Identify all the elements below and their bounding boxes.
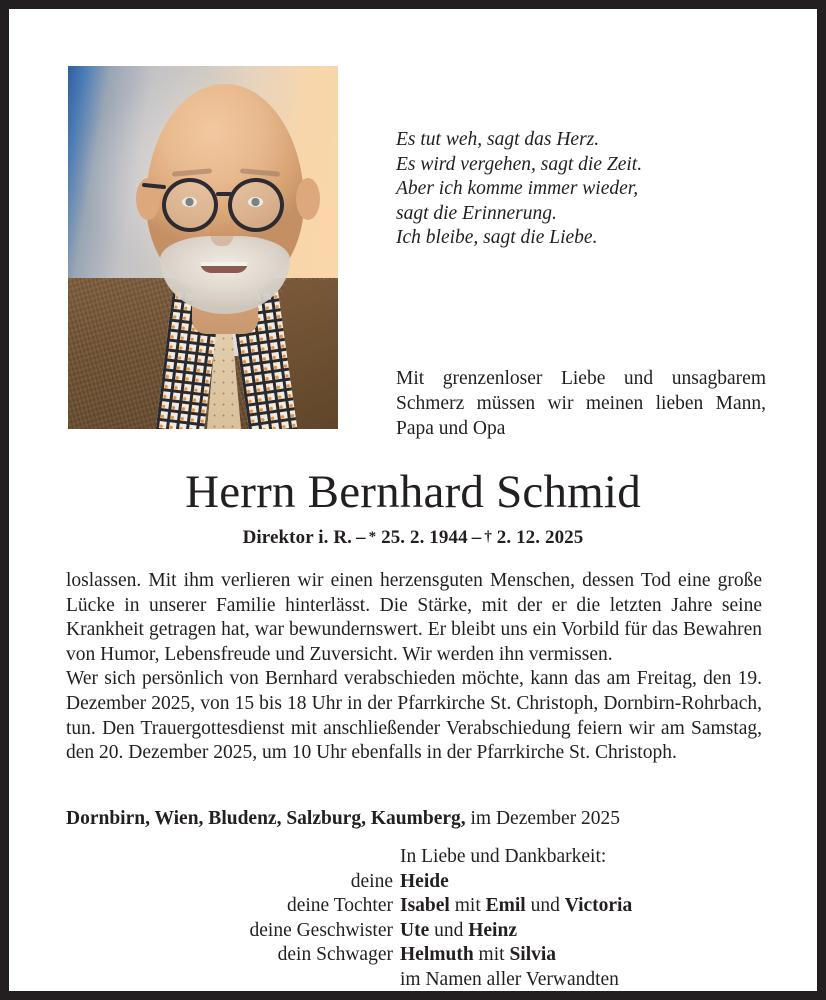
family-heading-row [66,845,766,870]
notice-date: im Dezember 2025 [465,808,620,829]
family-member-name: Ute [400,919,430,941]
family-relation: deine [350,870,393,892]
family-member-name: Helmuth [400,944,474,966]
family-member-name: Heinz [468,919,517,941]
family-conjunction: mit [473,944,510,966]
poem-line: Es wird vergehen, sagt die Zeit. [396,153,643,175]
family-heading: In Liebe und Dankbarkeit: [400,846,607,867]
obituary-page [9,9,817,991]
dates-separator-second: – [471,527,482,548]
family-footer: im Namen aller Verwandten [400,968,619,990]
places-list: Dornbirn, Wien, Bludenz, Salzburg, Kaumberg, [66,808,466,829]
poem-line: sagt die Erinnerung. [396,202,557,224]
poem-line: Es tut weh, sagt das Herz. [396,129,600,150]
family-row [66,919,766,944]
places-and-date [66,806,766,831]
body-paragraph: Wer sich persönlich von Bernhard verabschieden möchte, kann das am Freitag, den 19. Dezember 2025, von 15 bis 18 Uhr in der Pfarrkirche St. Christoph, Dornbirn-Rohrbach, tun. Den Trauergottesdienst mit anschließender Verabschiedung feiern wir am Samstag, den 20. Dezember 2025, um 10 Uhr ebenfalls in der Pfarrkirche St. Christoph. [66,668,762,764]
death-cross-icon: † [484,529,492,545]
death-date: 2. 12. 2025 [496,527,584,548]
family-names [400,894,766,919]
family-member-name: Emil [485,895,526,917]
portrait-photo [68,66,338,429]
family-heading-spacer [66,845,400,870]
deceased-title: Direktor i. R. [242,527,353,548]
family-relation: dein Schwager [277,944,393,966]
family-relation: deine Tochter [286,895,393,917]
family-member-name: Victoria [564,895,633,917]
photo-mouth [200,262,248,273]
family-footer-row [66,968,766,991]
obituary-body [66,569,762,766]
body-paragraph: loslassen. Mit ihm verlieren wir einen herzensguten Menschen, dessen Tod eine große Lücke in unserer Familie hinterlässt. Die Stärke, mit der er die letzten Jahre seine Krankheit getragen hat, war bewundernswert. Er bleibt uns ein Vorbild für das Bewahren von Humor, Lebensfreude und Zuversicht. Wir werden ihn vermissen. [66,570,762,665]
family-row [66,894,766,919]
photo-glasses-lens-left [162,178,218,232]
family-conjunction: und [429,919,469,941]
poem-line: Ich bleibe, sagt die Liebe. [396,227,598,248]
family-member-name: Isabel [400,895,450,917]
family-row [66,870,766,895]
family-member-name: Silvia [509,944,557,966]
birth-date: 25. 2. 1944 [381,527,468,548]
family-row [66,943,766,968]
family-conjunction: und [525,895,565,917]
family-footer-spacer [66,968,400,991]
photo-glasses-lens-right [228,178,284,232]
memorial-poem [396,128,726,251]
deceased-dates [9,527,817,549]
family-names [400,943,766,968]
family-names [400,919,766,944]
deceased-name: Herrn Bernhard Schmid [185,466,641,518]
photo-glasses-bridge [216,192,232,196]
family-member-name: Heide [400,870,449,892]
family-conjunction: mit [449,895,486,917]
family-names [400,870,766,895]
birth-star-icon: * [368,529,377,545]
photo-ear-right [296,178,320,220]
dates-separator-first: – [356,527,366,548]
intro-text: Mit grenzenloser Liebe und unsagbarem Schmerz müssen wir meinen lieben Mann, Papa und Opa [396,368,766,439]
family-relation: deine Geschwister [249,919,393,941]
family-signatures [66,845,766,991]
poem-line: Aber ich komme immer wieder, [396,178,639,199]
